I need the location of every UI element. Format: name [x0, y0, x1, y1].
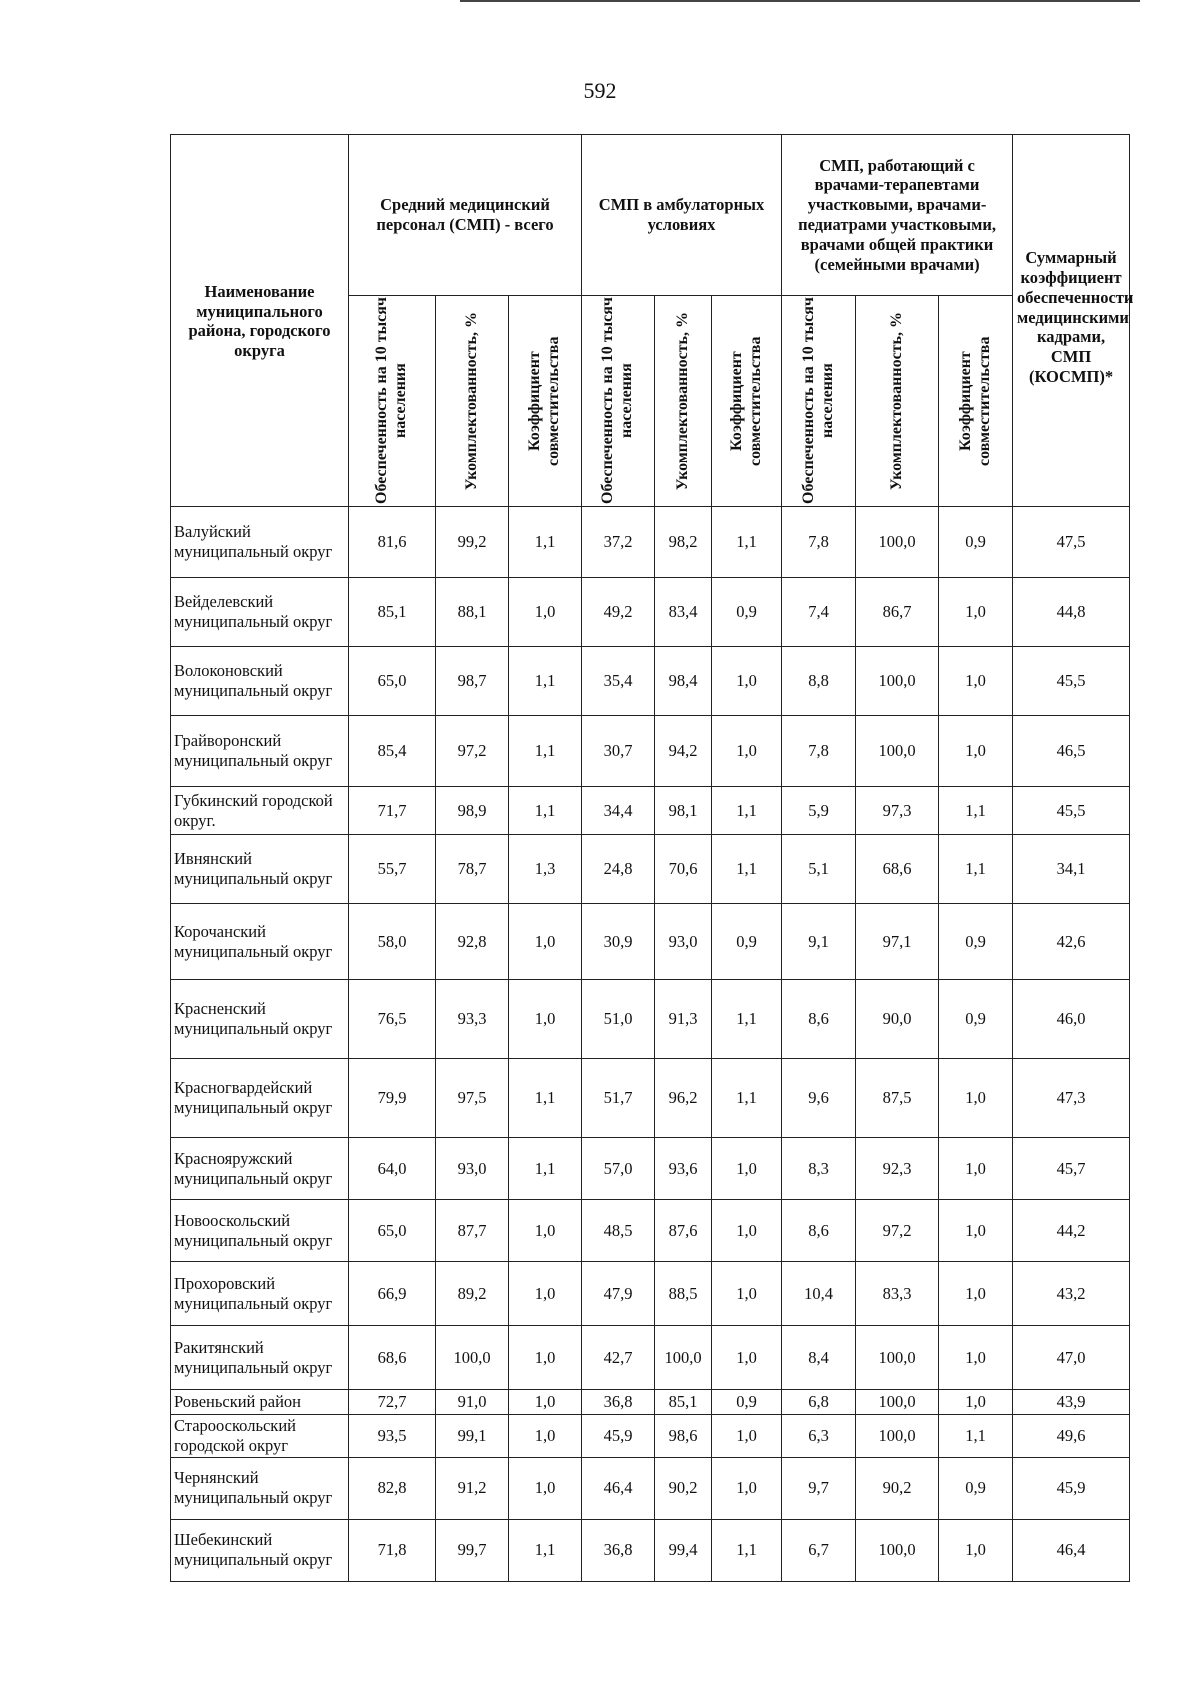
value-cell: 99,2: [436, 507, 509, 578]
value-cell: 76,5: [349, 980, 436, 1059]
value-cell: 51,0: [582, 980, 655, 1059]
value-cell: 90,2: [655, 1457, 712, 1519]
value-cell: 1,1: [509, 1059, 582, 1138]
value-cell: 90,2: [856, 1457, 939, 1519]
total-coefficient-cell: 45,5: [1013, 647, 1130, 716]
subheader-coefficient: Коэффициент совместительства: [526, 336, 562, 466]
subheader-cell: [436, 296, 509, 507]
value-cell: 42,7: [582, 1326, 655, 1390]
total-coefficient-cell: 43,9: [1013, 1390, 1130, 1415]
value-cell: 71,7: [349, 787, 436, 835]
district-name-cell: Грайворонский муниципальный округ: [171, 716, 349, 787]
value-cell: 93,0: [655, 904, 712, 980]
district-name-cell: Красногвардейский муниципальный округ: [171, 1059, 349, 1138]
subheader-provision: Обеспеченность на 10 тысяч населения: [599, 297, 636, 505]
total-column-header: Суммарный коэффициент обеспеченности медицинскими кадрами, СМП (КОСМП)*: [1013, 135, 1130, 507]
value-cell: 8,6: [782, 980, 856, 1059]
value-cell: 90,0: [856, 980, 939, 1059]
value-cell: 72,7: [349, 1390, 436, 1415]
value-cell: 97,3: [856, 787, 939, 835]
value-cell: 1,0: [939, 1059, 1013, 1138]
table-row: [171, 1138, 1130, 1200]
value-cell: 96,2: [655, 1059, 712, 1138]
value-cell: 87,5: [856, 1059, 939, 1138]
value-cell: 1,0: [712, 1138, 782, 1200]
value-cell: 91,2: [436, 1457, 509, 1519]
value-cell: 30,7: [582, 716, 655, 787]
subheader-cell: [509, 296, 582, 507]
value-cell: 0,9: [939, 904, 1013, 980]
district-name-cell: Губкинский городской округ.: [171, 787, 349, 835]
total-coefficient-cell: 45,9: [1013, 1457, 1130, 1519]
total-coefficient-cell: 46,4: [1013, 1519, 1130, 1581]
value-cell: 36,8: [582, 1519, 655, 1581]
value-cell: 1,0: [939, 578, 1013, 647]
subheader-provision: Обеспеченность на 10 тысяч населения: [373, 297, 409, 505]
value-cell: 98,1: [655, 787, 712, 835]
district-name-cell: Красненский муниципальный округ: [171, 980, 349, 1059]
value-cell: 1,3: [509, 835, 582, 904]
value-cell: 94,2: [655, 716, 712, 787]
subheader-coefficient: Коэффициент совместительства: [727, 336, 764, 466]
value-cell: 64,0: [349, 1138, 436, 1200]
staffing-table: [170, 134, 1134, 1582]
district-name-cell: Краснояружский муниципальный округ: [171, 1138, 349, 1200]
page-number: 592: [583, 78, 617, 103]
value-cell: 1,1: [712, 1059, 782, 1138]
value-cell: 1,0: [939, 647, 1013, 716]
value-cell: 98,2: [655, 507, 712, 578]
value-cell: 1,0: [509, 1390, 582, 1415]
value-cell: 93,6: [655, 1138, 712, 1200]
value-cell: 1,0: [939, 1519, 1013, 1581]
subheader-cell: [782, 296, 856, 507]
value-cell: 1,1: [712, 507, 782, 578]
value-cell: 1,0: [939, 1138, 1013, 1200]
total-coefficient-cell: 46,5: [1013, 716, 1130, 787]
district-name-cell: Ивнянский муниципальный округ: [171, 835, 349, 904]
group-header-smp-total: Средний медицинский персонал (СМП) - всего: [349, 135, 582, 296]
value-cell: 100,0: [856, 1390, 939, 1415]
value-cell: 99,1: [436, 1415, 509, 1458]
table-row: [171, 1457, 1130, 1519]
total-coefficient-cell: 49,6: [1013, 1415, 1130, 1458]
value-cell: 8,6: [782, 1200, 856, 1262]
district-name-cell: Шебекинский муниципальный округ: [171, 1519, 349, 1581]
value-cell: 71,8: [349, 1519, 436, 1581]
table-row: [171, 904, 1130, 980]
value-cell: 98,9: [436, 787, 509, 835]
value-cell: 97,5: [436, 1059, 509, 1138]
district-name-cell: Вейделевский муниципальный округ: [171, 578, 349, 647]
value-cell: 1,1: [509, 1138, 582, 1200]
district-name-cell: Волоконовский муниципальный округ: [171, 647, 349, 716]
value-cell: 24,8: [582, 835, 655, 904]
value-cell: 98,6: [655, 1415, 712, 1458]
value-cell: 100,0: [856, 647, 939, 716]
table-row: [171, 1200, 1130, 1262]
table-row: [171, 787, 1130, 835]
value-cell: 93,0: [436, 1138, 509, 1200]
value-cell: 49,2: [582, 578, 655, 647]
value-cell: 9,1: [782, 904, 856, 980]
value-cell: 1,0: [509, 1200, 582, 1262]
value-cell: 1,0: [939, 1390, 1013, 1415]
value-cell: 87,7: [436, 1200, 509, 1262]
subheader-coefficient: Коэффициент совместительства: [956, 336, 993, 466]
value-cell: 98,7: [436, 647, 509, 716]
value-cell: 85,4: [349, 716, 436, 787]
total-coefficient-cell: 47,0: [1013, 1326, 1130, 1390]
table-row: [171, 716, 1130, 787]
value-cell: 10,4: [782, 1262, 856, 1326]
value-cell: 7,8: [782, 716, 856, 787]
group-header-smp-with-physicians: СМП, работающий с врачами-терапевтами участковыми, врачами-педиатрами участковыми, врачами общей практики (семейными врачами): [782, 135, 1013, 296]
value-cell: 83,4: [655, 578, 712, 647]
subheader-cell: [712, 296, 782, 507]
value-cell: 86,7: [856, 578, 939, 647]
value-cell: 85,1: [655, 1390, 712, 1415]
value-cell: 68,6: [856, 835, 939, 904]
value-cell: 88,1: [436, 578, 509, 647]
value-cell: 6,3: [782, 1415, 856, 1458]
value-cell: 89,2: [436, 1262, 509, 1326]
value-cell: 1,1: [712, 787, 782, 835]
value-cell: 82,8: [349, 1457, 436, 1519]
total-coefficient-cell: 44,8: [1013, 578, 1130, 647]
value-cell: 1,1: [509, 647, 582, 716]
table-row: [171, 1390, 1130, 1415]
value-cell: 65,0: [349, 647, 436, 716]
district-name-cell: Старооскольский городской округ: [171, 1415, 349, 1458]
total-coefficient-cell: 43,2: [1013, 1262, 1130, 1326]
value-cell: 100,0: [856, 1415, 939, 1458]
value-cell: 99,4: [655, 1519, 712, 1581]
value-cell: 79,9: [349, 1059, 436, 1138]
value-cell: 91,3: [655, 980, 712, 1059]
value-cell: 1,1: [509, 1519, 582, 1581]
total-coefficient-cell: 34,1: [1013, 835, 1130, 904]
value-cell: 7,4: [782, 578, 856, 647]
value-cell: 92,3: [856, 1138, 939, 1200]
value-cell: 78,7: [436, 835, 509, 904]
subheader-cell: [349, 296, 436, 507]
value-cell: 51,7: [582, 1059, 655, 1138]
value-cell: 1,0: [509, 1415, 582, 1458]
subheader-staffing: Укомплектованность, %: [673, 311, 691, 491]
value-cell: 1,1: [509, 787, 582, 835]
value-cell: 34,4: [582, 787, 655, 835]
value-cell: 92,8: [436, 904, 509, 980]
value-cell: 93,3: [436, 980, 509, 1059]
value-cell: 1,0: [712, 1326, 782, 1390]
value-cell: 1,0: [712, 1262, 782, 1326]
value-cell: 65,0: [349, 1200, 436, 1262]
value-cell: 1,1: [939, 835, 1013, 904]
value-cell: 70,6: [655, 835, 712, 904]
value-cell: 0,9: [712, 578, 782, 647]
subheader-cell: [655, 296, 712, 507]
table-row: [171, 1519, 1130, 1581]
value-cell: 30,9: [582, 904, 655, 980]
value-cell: 1,0: [712, 1200, 782, 1262]
value-cell: 48,5: [582, 1200, 655, 1262]
total-coefficient-cell: 46,0: [1013, 980, 1130, 1059]
value-cell: 0,9: [939, 980, 1013, 1059]
value-cell: 0,9: [712, 1390, 782, 1415]
total-coefficient-cell: 47,5: [1013, 507, 1130, 578]
value-cell: 68,6: [349, 1326, 436, 1390]
value-cell: 1,1: [712, 835, 782, 904]
value-cell: 37,2: [582, 507, 655, 578]
value-cell: 88,5: [655, 1262, 712, 1326]
value-cell: 97,2: [436, 716, 509, 787]
value-cell: 1,0: [509, 904, 582, 980]
total-coefficient-cell: 45,5: [1013, 787, 1130, 835]
value-cell: 1,0: [712, 647, 782, 716]
value-cell: 55,7: [349, 835, 436, 904]
value-cell: 47,9: [582, 1262, 655, 1326]
value-cell: 100,0: [436, 1326, 509, 1390]
value-cell: 1,0: [509, 980, 582, 1059]
district-name-cell: Прохоровский муниципальный округ: [171, 1262, 349, 1326]
total-coefficient-cell: 45,7: [1013, 1138, 1130, 1200]
value-cell: 100,0: [655, 1326, 712, 1390]
value-cell: 35,4: [582, 647, 655, 716]
value-cell: 1,1: [509, 507, 582, 578]
value-cell: 8,3: [782, 1138, 856, 1200]
value-cell: 9,6: [782, 1059, 856, 1138]
value-cell: 45,9: [582, 1415, 655, 1458]
value-cell: 1,0: [509, 1326, 582, 1390]
total-coefficient-cell: 47,3: [1013, 1059, 1130, 1138]
value-cell: 100,0: [856, 1519, 939, 1581]
table-row: [171, 1415, 1130, 1458]
value-cell: 7,8: [782, 507, 856, 578]
subheader-provision: Обеспеченность на 10 тысяч населения: [799, 297, 836, 505]
value-cell: 5,1: [782, 835, 856, 904]
value-cell: 1,1: [712, 1519, 782, 1581]
subheader-cell: [856, 296, 939, 507]
value-cell: 0,9: [712, 904, 782, 980]
value-cell: 1,1: [712, 980, 782, 1059]
subheader-staffing: Укомплектованность, %: [887, 311, 905, 491]
name-column-header: Наименование муниципального района, городского округа: [171, 135, 349, 507]
value-cell: 8,4: [782, 1326, 856, 1390]
table-row: [171, 980, 1130, 1059]
subheader-cell: [582, 296, 655, 507]
value-cell: 8,8: [782, 647, 856, 716]
value-cell: 1,0: [509, 1262, 582, 1326]
value-cell: 100,0: [856, 1326, 939, 1390]
value-cell: 46,4: [582, 1457, 655, 1519]
value-cell: 1,0: [712, 1415, 782, 1458]
value-cell: 57,0: [582, 1138, 655, 1200]
value-cell: 97,2: [856, 1200, 939, 1262]
header-row-groups: [171, 135, 1130, 296]
value-cell: 1,0: [509, 1457, 582, 1519]
value-cell: 98,4: [655, 647, 712, 716]
subheader-cell: [939, 296, 1013, 507]
value-cell: 1,1: [939, 787, 1013, 835]
table-row: [171, 835, 1130, 904]
value-cell: 0,9: [939, 507, 1013, 578]
value-cell: 93,5: [349, 1415, 436, 1458]
table-row: [171, 647, 1130, 716]
district-name-cell: Чернянский муниципальный округ: [171, 1457, 349, 1519]
table-row: [171, 1059, 1130, 1138]
value-cell: 1,0: [939, 716, 1013, 787]
value-cell: 9,7: [782, 1457, 856, 1519]
value-cell: 81,6: [349, 507, 436, 578]
total-coefficient-cell: 42,6: [1013, 904, 1130, 980]
value-cell: 6,7: [782, 1519, 856, 1581]
value-cell: 83,3: [856, 1262, 939, 1326]
value-cell: 1,1: [939, 1415, 1013, 1458]
value-cell: 5,9: [782, 787, 856, 835]
value-cell: 1,1: [509, 716, 582, 787]
value-cell: 1,0: [939, 1326, 1013, 1390]
value-cell: 87,6: [655, 1200, 712, 1262]
value-cell: 100,0: [856, 507, 939, 578]
value-cell: 6,8: [782, 1390, 856, 1415]
table-row: [171, 507, 1130, 578]
value-cell: 97,1: [856, 904, 939, 980]
total-coefficient-cell: 44,2: [1013, 1200, 1130, 1262]
value-cell: 99,7: [436, 1519, 509, 1581]
value-cell: 100,0: [856, 716, 939, 787]
table-row: [171, 1262, 1130, 1326]
district-name-cell: Валуйский муниципальный округ: [171, 507, 349, 578]
value-cell: 66,9: [349, 1262, 436, 1326]
district-name-cell: Ровеньский район: [171, 1390, 349, 1415]
district-name-cell: Новооскольский муниципальный округ: [171, 1200, 349, 1262]
value-cell: 0,9: [939, 1457, 1013, 1519]
value-cell: 1,0: [939, 1262, 1013, 1326]
value-cell: 1,0: [939, 1200, 1013, 1262]
value-cell: 91,0: [436, 1390, 509, 1415]
value-cell: 85,1: [349, 578, 436, 647]
subheader-staffing: Укомплектованность, %: [462, 311, 480, 491]
district-name-cell: Корочанский муниципальный округ: [171, 904, 349, 980]
district-name-cell: Ракитянский муниципальный округ: [171, 1326, 349, 1390]
table-row: [171, 578, 1130, 647]
table-row: [171, 1326, 1130, 1390]
value-cell: 36,8: [582, 1390, 655, 1415]
top-rule: [460, 0, 1140, 2]
value-cell: 1,0: [509, 578, 582, 647]
value-cell: 1,0: [712, 716, 782, 787]
value-cell: 58,0: [349, 904, 436, 980]
group-header-smp-outpatient: СМП в амбулаторных условиях: [582, 135, 782, 296]
value-cell: 1,0: [712, 1457, 782, 1519]
table-body: [171, 507, 1130, 1582]
